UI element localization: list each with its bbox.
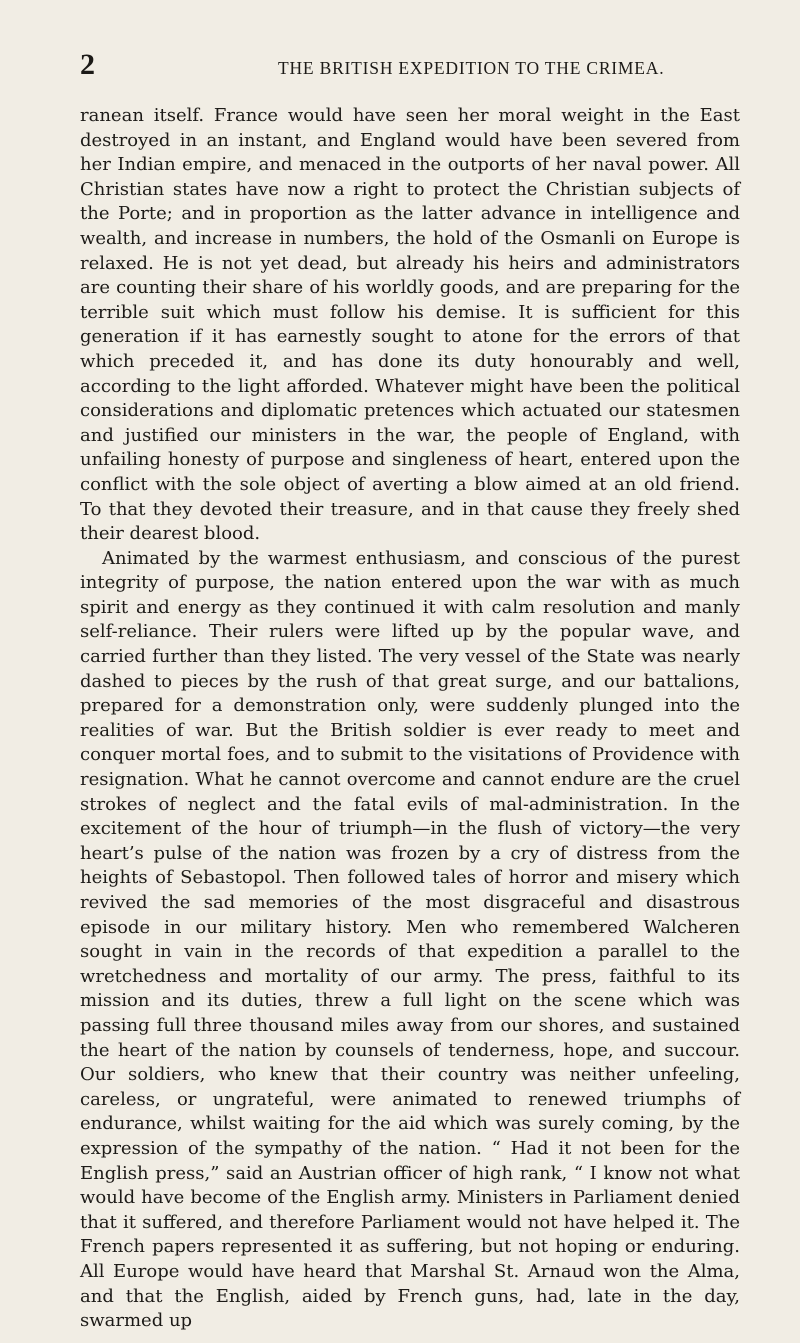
body-text xyxy=(80,104,740,1334)
paragraph: ranean itself. France would have seen her moral weight in the East destroyed in an instant, and England would have been severed from her Indian empire, and menaced in the outports of her naval power. All Christian states have now a right to protect the Christian subjects of the Porte; and in proportion as the latter advance in intelligence and wealth, and increase in numbers, the hold of the Osmanli on Europe is relaxed. He is not yet dead, but already his heirs and administrators are counting their share of his worldly goods, and are preparing for the terrible suit which must follow his demise. It is sufficient for this generation if it has earnestly sought to atone for the errors of that which preceded it, and has done its duty honourably and well, according to the light afforded. Whatever might have been the political considerations and diplomatic pretences which actuated our statesmen and justified our ministers in the war, the people of England, with unfailing honesty of purpose and singleness of heart, entered upon the conflict with the sole object of averting a blow aimed at an old friend. To that they devoted their treasure, and in that cause they freely shed their dearest blood. xyxy=(80,105,740,545)
page-number: 2 xyxy=(80,48,95,81)
paragraph: Animated by the warmest enthusiasm, and conscious of the purest integrity of purpose, the nation entered upon the war with as much spirit and energy as they continued it with calm resolution and manly self-reliance. Their rulers were lifted up by the popular wave, and carried further than they listed. The very vessel of the State was nearly dashed to pieces by the rush of that great surge, and our battalions, prepared for a demonstration only, were suddenly plunged into the realities of war. But the British soldier is ever ready to meet and conquer mortal foes, and to submit to the visitations of Providence with resignation. What he cannot overcome and cannot endure are the cruel strokes of neglect and the fatal evils of mal-administration. In the excitement of the hour of triumph—in the flush of victory—the very heart’s pulse of the nation was frozen by a cry of distress from the heights of Sebastopol. Then followed tales of horror and misery which revived the sad memories of the most disgraceful and disastrous episode in our military history. Men who remembered Walcheren sought in vain in the records of that expedition a parallel to the wretchedness and mortality of our army. The press, faithful to its mission and its duties, threw a full light on the scene which was passing full three thousand miles away from our shores, and sustained the heart of the nation by counsels of tenderness, hope, and succour. Our soldiers, who knew that their country was neither unfeeling, careless, or ungrateful, were animated to renewed triumphs of endurance, whilst waiting for the aid which was surely coming, by the expression of the sympathy of the nation. “ Had it not been for the English press,” said an Austrian officer of high rank, “ I know not what would have become of the English army. Ministers in Parliament denied that it suffered, and therefore Parliament would not have helped it. The French papers represented it as suffering, but not hoping or enduring. All Europe would have heard that Marshal St. Arnaud won the Alma, and that the English, aided by French guns, had, late in the day, swarmed up xyxy=(80,547,740,1332)
page-header xyxy=(80,48,740,86)
running-title: THE BRITISH EXPEDITION TO THE CRIMEA. xyxy=(278,58,665,78)
